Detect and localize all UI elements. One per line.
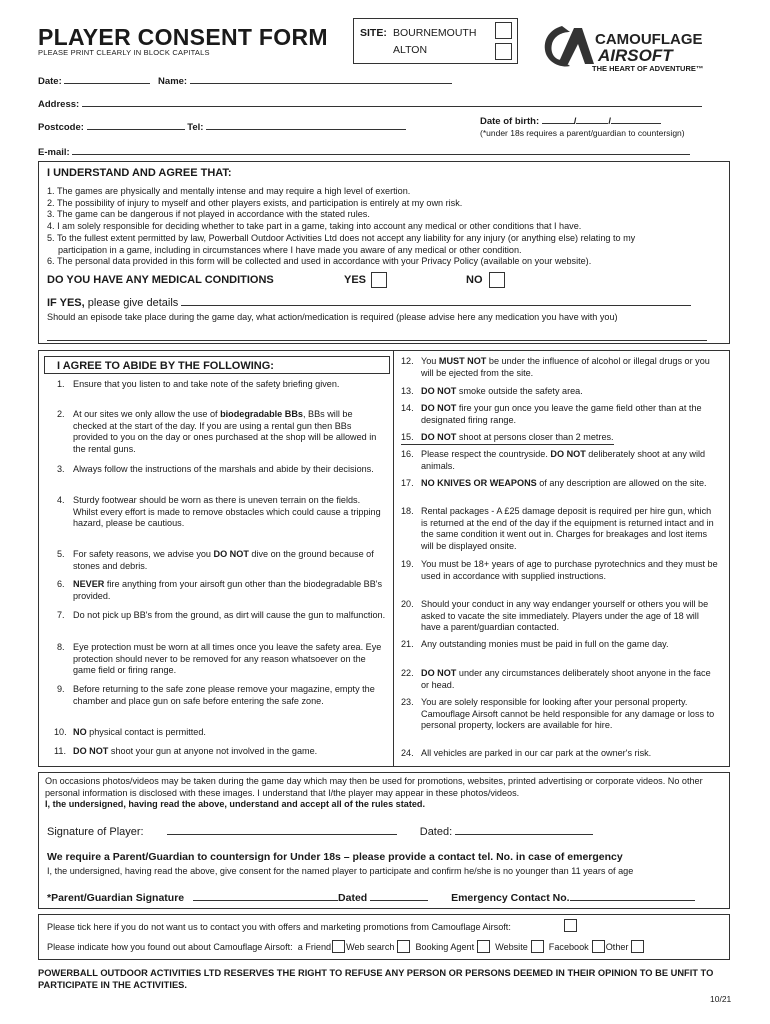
date-name-row (38, 74, 452, 87)
if-yes-label: IF YES, (47, 297, 85, 309)
understand-list (47, 186, 727, 268)
rule-item: 10. NO physical contact is permitted. (54, 727, 206, 737)
name-field[interactable] (190, 74, 452, 84)
medical-yes-label: YES (344, 274, 367, 286)
player-signature-row (47, 825, 593, 838)
rule-item: 21. Any outstanding monies must be paid in full on the game day. (401, 639, 669, 649)
rule-item: 23. You are solely responsible for looking after your personal property. Camouflage Airsoft cannot be held responsible for any damage or loss to personal property, lockers are available for hire. (401, 697, 715, 731)
form-subtitle: PLEASE PRINT CLEARLY IN BLOCK CAPITALS (38, 48, 210, 57)
dob-row: Date of birth: / / (480, 114, 661, 127)
source-booking-agent-checkbox[interactable] (477, 940, 490, 953)
undersigned-statement: I, the undersigned, having read the above, understand and accept all of the rules stated. (45, 799, 425, 809)
dob-label: Date of birth: (480, 116, 540, 127)
site-bournemouth-checkbox[interactable] (495, 22, 512, 39)
site-option-bournemouth: BOURNEMOUTH (393, 27, 477, 39)
rule-item: 9. Before returning to the safe zone please remove your magazine, empty the chamber and place gun on safe before entering the safe zone. (57, 684, 375, 706)
page-number: 10/21 (710, 994, 732, 1004)
rule-item: 22. DO NOT under any circumstances deliberately shoot anyone in the face or head. (401, 668, 711, 690)
dob-month-field[interactable] (576, 114, 608, 124)
medical-details-field[interactable] (181, 296, 691, 306)
medical-no-checkbox[interactable] (489, 272, 505, 288)
emergency-contact-field[interactable] (570, 891, 695, 901)
postcode-tel-row (38, 120, 406, 133)
guardian-signature-row (47, 891, 695, 904)
marketing-section (38, 914, 730, 960)
source-option-booking-agent: Booking Agent (415, 941, 475, 952)
rule-item: 14. DO NOT fire your gun once you leave the game field other than at the designated firing range. (401, 403, 702, 425)
rule-item: 5. For safety reasons, we advise you DO NOT dive on the ground because of stones and debris. (57, 549, 374, 571)
address-field[interactable] (82, 97, 702, 107)
logo-text-camouflage: CAMOUFLAGE (595, 31, 703, 48)
site-label: SITE: (360, 27, 387, 39)
rule-item: 8. Eye protection must be worn at all times once you leave the safety area. Eye protection should never to be removed for any reason whatsoever on the game field or firing range. (57, 642, 382, 676)
rule-item: 1. Ensure that you listen to and take note of the safety briefing given. (57, 379, 340, 389)
rule-item: 3. Always follow the instructions of the marshals and abide by their decisions. (57, 464, 374, 474)
understand-item: participation in a game, including in circumstances where I have made you aware of any medical or other condition. (58, 244, 522, 255)
source-option-friend: a Friend (297, 941, 332, 952)
email-row (38, 145, 690, 158)
tel-label: Tel: (187, 122, 204, 133)
postcode-field[interactable] (87, 120, 185, 130)
photo-notice (45, 776, 725, 811)
understand-item: 3. The game can be dangerous if not played in accordance with the stated rules. (47, 209, 370, 220)
understand-item: 2. The possibility of injury to myself and other players exists, and participation is entirely at my own risk. (47, 197, 463, 208)
guardian-requirement: We require a Parent/Guardian to countersign for Under 18s – please provide a contact tel. No. in case of emergency (47, 851, 623, 863)
guardian-dated-field[interactable] (370, 891, 428, 901)
understand-heading: I UNDERSTAND AND AGREE THAT: (47, 167, 232, 179)
rule-item: 11. DO NOT shoot your gun at anyone not involved in the game. (54, 746, 318, 756)
photo-text: On occasions photos/videos may be taken during the game day which may then be used for promotions, websites, printed advertising or corporate videos. No other personal information is disclosed with these images. I understand that I/the player may appear in these photos/videos. (45, 776, 703, 798)
name-label: Name: (158, 76, 188, 87)
optout-checkbox[interactable] (564, 919, 577, 932)
rule-item: 20. Should your conduct in any way endanger yourself or others you will be asked to vacate the site immediately. Players under the age of 18 will have a parent/guardian contacted. (401, 599, 709, 633)
rule-item: 19. You must be 18+ years of age to purchase pyrotechnics and they must be used in accordance with supplied instructions. (401, 559, 718, 581)
emergency-label: Emergency Contact No. (451, 892, 570, 904)
source-other-checkbox[interactable] (631, 940, 644, 953)
source-facebook-checkbox[interactable] (592, 940, 605, 953)
medical-yes-checkbox[interactable] (371, 272, 387, 288)
source-option-website: Website (495, 941, 528, 952)
postcode-label: Postcode: (38, 122, 84, 133)
source-row (47, 940, 644, 953)
rule-item: 13. DO NOT smoke outside the safety area. (401, 386, 583, 396)
site-option-alton: ALTON (393, 44, 428, 56)
guardian-dated-label: Dated (338, 892, 368, 904)
understand-item: 4. I am solely responsible for deciding whether to take part in a game, taking into account any medical or other conditions that I have. (47, 221, 582, 232)
rules-divider (393, 350, 394, 767)
dob-year-field[interactable] (611, 114, 661, 124)
guardian-signature-field[interactable] (193, 891, 338, 901)
rules-heading: I AGREE TO ABIDE BY THE FOLLOWING: (44, 356, 390, 374)
signature-field[interactable] (167, 825, 397, 835)
site-alton-checkbox[interactable] (495, 43, 512, 60)
tel-field[interactable] (206, 120, 406, 130)
dob-day-field[interactable] (542, 114, 574, 124)
rule-item: 12. You MUST NOT be under the influence of alcohol or illegal drugs or you will be ejected from the site. (401, 356, 710, 378)
form-title: PLAYER CONSENT FORM (38, 24, 328, 50)
footer-disclaimer: POWERBALL OUTDOOR ACTIVITIES LTD RESERVES THE RIGHT TO REFUSE ANY PERSON OR PERSONS DEEMED IN THEIR OPINION TO BE UNFIT TO PARTICIPATE IN THE ACTIVITIES. (38, 968, 714, 990)
rule-item: 16. Please respect the countryside. DO NOT deliberately shoot at any wild animals. (401, 449, 706, 471)
optout-row (47, 922, 511, 932)
source-option-facebook: Facebook (548, 941, 589, 952)
rule-item: 7. Do not pick up BB's from the ground, as dirt will cause the gun to malfunction. (57, 610, 386, 620)
rule-item: 6. NEVER fire anything from your airsoft gun other than the biodegradable BB's provided. (57, 579, 383, 601)
rule-item: 15. DO NOT shoot at persons closer than 2 metres. (401, 432, 614, 445)
understand-item: 6. The personal data provided in this form will be collected and used in accordance with your Privacy Policy (available on your website). (47, 256, 592, 267)
dated-field[interactable] (455, 825, 593, 835)
address-row (38, 97, 702, 110)
source-web-search-checkbox[interactable] (397, 940, 410, 953)
address-label: Address: (38, 99, 80, 110)
optout-text: Please tick here if you do not want us to contact you with offers and marketing promotions from Camouflage Airsoft: (47, 922, 511, 932)
source-option-web-search: Web search (346, 941, 395, 952)
medication-field[interactable] (47, 340, 707, 341)
episode-question: Should an episode take place during the game day, what action/medication is required (please advise here any medication you have with you) (47, 312, 618, 322)
medical-no-label: NO (466, 274, 483, 286)
dated-label: Dated: (419, 826, 453, 838)
signature-label: Signature of Player: (47, 826, 144, 838)
date-label: Date: (38, 76, 62, 87)
rule-item: 2. At our sites we only allow the use of biodegradable BBs, BBs will be checked at the start of the day. If you are using a rental gun then BBs provided to you on the day or ones purchased at the shop will be allowed in the rental guns. (57, 409, 377, 455)
if-yes-text: please give details (84, 297, 179, 309)
email-label: E-mail: (38, 147, 70, 158)
dob-note: (*under 18s requires a parent/guardian to countersign) (480, 128, 685, 138)
logo-text-airsoft: AIRSOFT (598, 46, 673, 65)
email-field[interactable] (72, 145, 690, 155)
if-yes-row (47, 296, 691, 309)
medical-question: DO YOU HAVE ANY MEDICAL CONDITIONS (47, 274, 274, 286)
source-website-checkbox[interactable] (531, 940, 544, 953)
rule-item: 4. Sturdy footwear should be worn as there is uneven terrain on the fields. Whilst every effort is made to remove obstacles which could cause a tripping hazard, please be cautious. (57, 495, 381, 529)
understand-item: 1. The games are physically and mentally intense and may require a high level of exertion. (47, 186, 411, 196)
guardian-consent: I, the undersigned, having read the above, give consent for the named player to participate and confirm he/she is no younger than 11 years of age (47, 866, 634, 876)
understand-item: 5. To the fullest extent permitted by law, Powerball Outdoor Activities Ltd does not accept any liability for any injury (or anything else) relating to my (47, 232, 636, 243)
site-selector (353, 18, 518, 64)
rule-item: 18. Rental packages - A £25 damage deposit is required per hire gun, which is returned at the end of the day if the equipment is returned intact and in the same condition it went out in. Charges for breakages and lost items will be displayed onsite. (401, 506, 714, 552)
logo-tagline: THE HEART OF ADVENTURE™ (592, 64, 704, 73)
date-field[interactable] (64, 74, 150, 84)
source-friend-checkbox[interactable] (332, 940, 345, 953)
rule-item: 17. NO KNIVES OR WEAPONS of any description are allowed on the site. (401, 478, 707, 488)
source-label: Please indicate how you found out about Camouflage Airsoft: (47, 941, 293, 952)
source-option-other: Other (605, 941, 629, 952)
rule-item: 24. All vehicles are parked in our car park at the owner's risk. (401, 748, 652, 758)
guardian-signature-label: *Parent/Guardian Signature (47, 892, 185, 904)
